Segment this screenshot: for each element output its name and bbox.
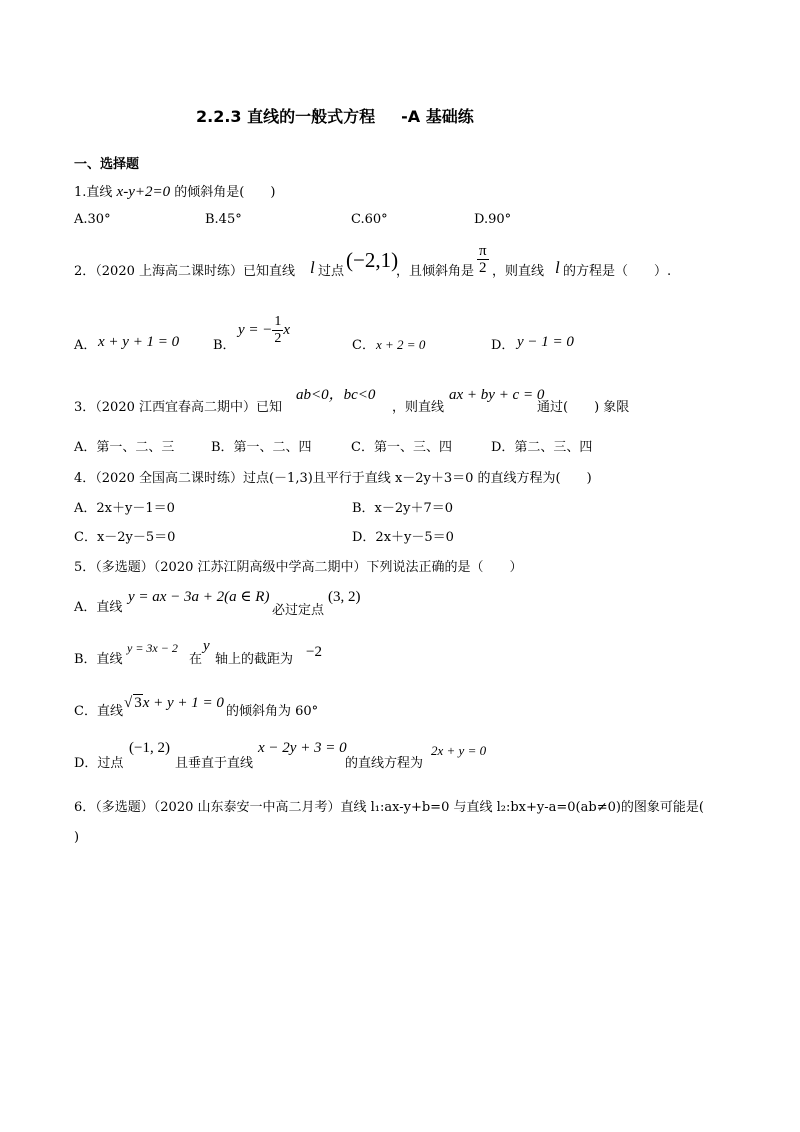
q3-stem-c: 通过( ) 象限 bbox=[537, 400, 630, 415]
q3-stem-b: ，则直线 bbox=[392, 400, 445, 415]
q2-option-d-label: D． bbox=[491, 338, 515, 353]
q5-b-expr: y = 3x − 2 bbox=[127, 641, 178, 655]
q5-d-text1: 且垂直于直线 bbox=[175, 756, 254, 771]
q1-option-b: B.45° bbox=[205, 212, 242, 227]
q4-option-c: C．x－2y－5＝0 bbox=[74, 530, 176, 545]
q2-option-b-lhs: y = − bbox=[238, 322, 273, 338]
q1-suffix: 的倾斜角是( ) bbox=[170, 185, 276, 200]
q4-option-d: D．2x＋y－5＝0 bbox=[352, 530, 454, 545]
q4-option-a: A．2x＋y－1＝0 bbox=[74, 501, 175, 516]
q5-c-expr-group bbox=[124, 694, 224, 712]
q2-var-l-2: l bbox=[555, 258, 560, 277]
q5-b-text1: 在 bbox=[189, 652, 203, 667]
q2-frac-den: 2 bbox=[479, 260, 487, 276]
q5-stem: 5．（多选题）（2020 江苏江阴高级中学高二期中）下列说法正确的是（ ） bbox=[74, 560, 523, 575]
q3-option-c: C．第一、三、四 bbox=[351, 440, 452, 455]
q2-option-a-label: A． bbox=[74, 338, 97, 353]
q2-option-b-den: 2 bbox=[274, 331, 282, 346]
q5-c-expr: x + y + 1 = 0 bbox=[142, 695, 224, 711]
q2-stem-d: ，则直线 bbox=[492, 264, 545, 279]
page-title bbox=[196, 109, 474, 125]
q5-c-text: 的倾斜角为 60° bbox=[226, 704, 319, 719]
q2-option-c-expr: x + 2 = 0 bbox=[376, 337, 426, 352]
q5-b-text2: 轴上的截距为 bbox=[215, 652, 294, 667]
q2-frac-num: π bbox=[479, 243, 487, 259]
q1-prefix: 1.直线 bbox=[74, 185, 117, 200]
q5-c-label: C．直线 bbox=[74, 704, 123, 719]
q6-stem-line1: 6．（多选题）（2020 山东泰安一中高二月考）直线 l₁:ax-y+b=0 与直线 l₂:bx+y-a=0(ab≠0)的图象可能是( bbox=[74, 800, 704, 815]
q4-option-b: B．x－2y＋7＝0 bbox=[352, 501, 454, 516]
q1-option-c: C.60° bbox=[351, 212, 388, 227]
q2-angle-fraction bbox=[477, 243, 489, 276]
title-suffix: -A 基础练 bbox=[401, 107, 474, 126]
q2-option-b-var: x bbox=[283, 322, 291, 338]
q5-d-text2: 的直线方程为 bbox=[345, 756, 424, 771]
q2-stem-e: 的方程是（ ）. bbox=[563, 264, 672, 279]
q2-option-b-expr bbox=[238, 314, 290, 347]
q5-b-label: B．直线 bbox=[74, 652, 123, 667]
q5-d-expr: x − 2y + 3 = 0 bbox=[258, 740, 347, 756]
q5-b-value: −2 bbox=[306, 644, 322, 660]
q5-d-answer: 2x + y = 0 bbox=[431, 743, 487, 758]
q1-option-a: A.30° bbox=[74, 212, 111, 227]
q2-option-a-expr: x + y + 1 = 0 bbox=[98, 334, 180, 350]
q5-c-root: 3 bbox=[134, 695, 142, 711]
q5-b-var: y bbox=[203, 638, 210, 654]
q5-d-point: (−1, 2) bbox=[129, 740, 170, 756]
q1-expr: x-y+2=0 bbox=[116, 184, 171, 200]
title-main: 2.2.3 直线的一般式方程 bbox=[196, 107, 376, 126]
q3-option-b: B．第一、二、四 bbox=[211, 440, 312, 455]
q3-condition: ab<0，bc<0 bbox=[296, 387, 376, 403]
q5-a-expr: y = ax − 3a + 2(a ∈ R) bbox=[128, 589, 270, 605]
sqrt-symbol: √ bbox=[124, 695, 133, 711]
q2-option-b-num: 1 bbox=[274, 314, 282, 329]
q5-a-point: (3, 2) bbox=[328, 589, 361, 605]
q2-point: (−2,1) bbox=[346, 248, 399, 272]
q2-var-l: l bbox=[310, 258, 315, 277]
section-heading: 一、选择题 bbox=[74, 157, 140, 172]
q3-stem-a: 3．（2020 江西宜春高二期中）已知 bbox=[74, 400, 282, 415]
q4-stem: 4．（2020 全国高二课时练）过点(－1,3)且平行于直线 x－2y＋3＝0 的直线方程为( ) bbox=[74, 471, 592, 486]
q6-stem-line2: ) bbox=[74, 830, 80, 845]
q5-a-label: A．直线 bbox=[74, 600, 123, 615]
q2-option-b-label: B． bbox=[213, 338, 236, 353]
q2-option-d-expr: y − 1 = 0 bbox=[517, 334, 574, 350]
q3-option-a: A．第一、二、三 bbox=[74, 440, 175, 455]
q5-d-label: D．过点 bbox=[74, 756, 124, 771]
question-1-stem bbox=[74, 184, 275, 201]
q2-option-c-label: C． bbox=[352, 338, 375, 353]
q3-line: ax + by + c = 0 bbox=[449, 387, 545, 403]
q5-a-text: 必过定点 bbox=[272, 603, 325, 618]
q2-stem-b: 过点 bbox=[318, 264, 345, 279]
q3-option-d: D．第二、三、四 bbox=[491, 440, 593, 455]
q2-stem-a: 2．（2020 上海高二课时练）已知直线 bbox=[74, 264, 295, 279]
q2-stem-c: ，且倾斜角是 bbox=[396, 264, 475, 279]
q1-option-d: D.90° bbox=[474, 212, 512, 227]
